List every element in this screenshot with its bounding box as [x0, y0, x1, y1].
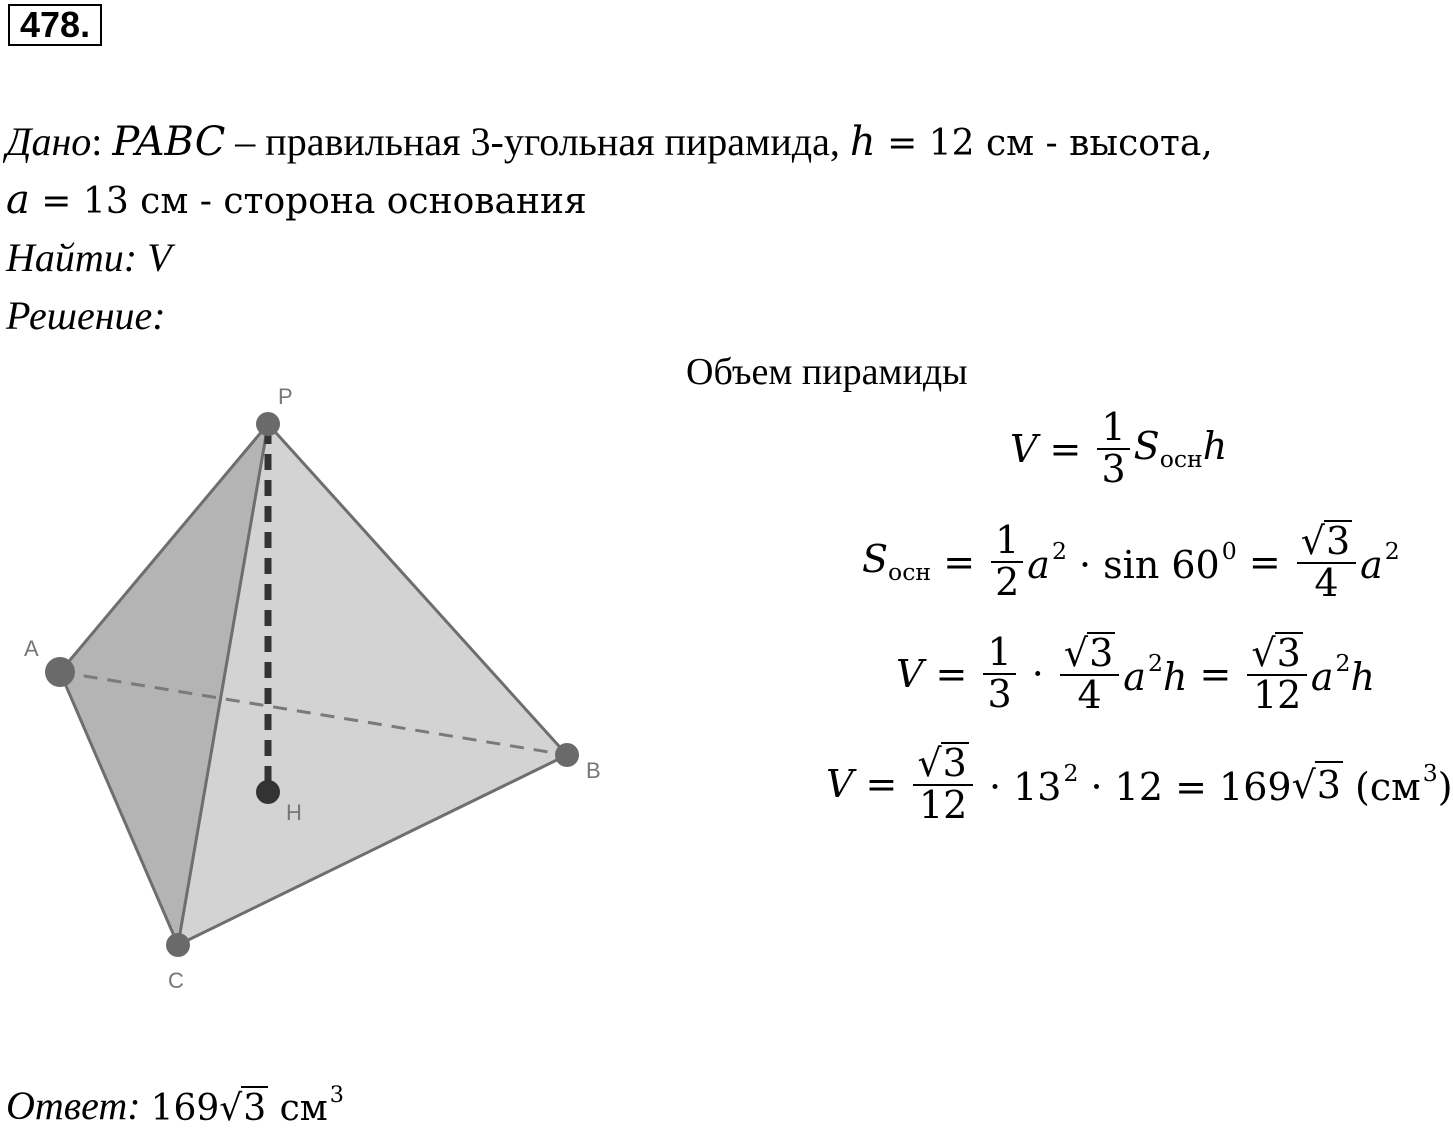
label-b: B — [586, 758, 601, 783]
label-h: H — [286, 800, 302, 825]
formula-volume-numeric: V = √ 3 12 · $13^2 \cdot 12 = 169$ √ 3 $(см^3)$ — [826, 741, 1453, 827]
find-label: Найти — [6, 235, 124, 280]
point-p — [256, 412, 280, 436]
label-p: P — [278, 384, 293, 409]
volume-heading: Объем пирамиды — [686, 351, 968, 393]
answer-value: 169 — [150, 1088, 220, 1129]
fraction-one-half: $\frac{1}{2}$ — [991, 521, 1023, 603]
pyramid-name: PABC — [112, 119, 226, 165]
point-b — [555, 743, 579, 767]
given-text: – правильная 3-угольная пирамида, — [225, 119, 850, 164]
point-a — [45, 657, 75, 687]
fraction-one-third: $\frac{1}{3}$ — [1097, 408, 1129, 490]
formula-volume-substituted: V = $\frac{1}{3}$ · √ 3 4 $a^2h$ = √ 3 12 $a^2h$ — [896, 630, 1375, 717]
given-line-2 — [6, 176, 587, 223]
label-c: C — [168, 968, 184, 993]
side-var: a — [6, 177, 30, 223]
formula-volume-definition: V = $\frac{1}{3}$ $S_{осн}h$ — [1010, 405, 1228, 491]
side-value: = 13 см - сторона основания — [29, 181, 587, 222]
given-label: Дано — [6, 119, 92, 164]
formula-base-area: $S_{осн}$ = $\frac{1}{2}$ $a^2$ · $\sin 60^0$ = √ 3 4 $a^2$ — [862, 518, 1400, 605]
point-h — [256, 780, 280, 804]
answer-label: Ответ — [6, 1083, 128, 1128]
find-value: V — [147, 235, 172, 280]
height-value: = 12 см - высота, — [875, 123, 1213, 164]
height-var: h — [849, 119, 876, 165]
given-line-1: Дано: PABC – правильная 3-угольная пирамида, h = 12 см - высота, — [6, 119, 1213, 165]
find-line: Найти: V — [6, 235, 172, 280]
answer-line: Ответ : 169 √ 3 $см^3$ — [6, 1082, 344, 1129]
pyramid-figure — [0, 370, 660, 1010]
solution-line: Решение: — [6, 293, 166, 338]
label-a: A — [24, 636, 39, 661]
solution-label: Решение — [6, 293, 153, 338]
fraction-sqrt3-over-4: √ 3 4 — [1297, 520, 1356, 604]
point-c — [166, 933, 190, 957]
problem-number: 478. — [8, 4, 102, 46]
